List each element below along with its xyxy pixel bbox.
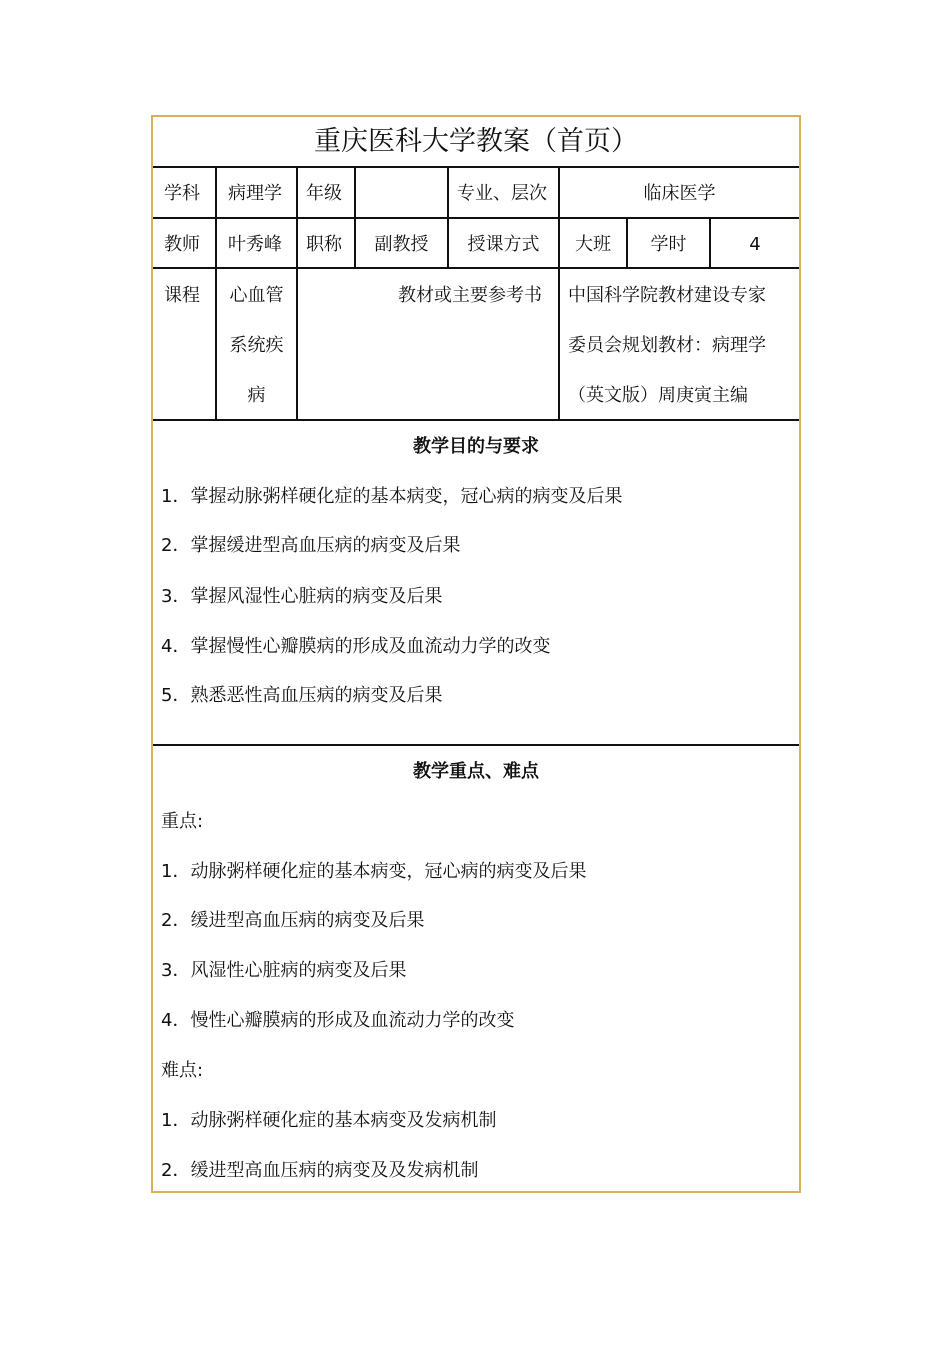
textbook-line: （英文版）周庚寅主编 xyxy=(568,385,748,406)
row-divider xyxy=(153,419,799,421)
row-divider xyxy=(153,267,799,269)
teacher-value: 叶秀峰 xyxy=(228,234,282,255)
textbook-line: 委员会规划教材：病理学 xyxy=(568,335,766,356)
row-divider xyxy=(153,217,799,219)
key-point-item: 1．动脉粥样硬化症的基本病变，冠心病的病变及后果 xyxy=(161,861,587,882)
key-points-label: 重点: xyxy=(161,811,204,832)
major-value: 临床医学 xyxy=(643,183,716,204)
objective-item: 2．掌握缓进型高血压病的病变及后果 xyxy=(161,535,461,556)
objectives-heading: 教学目的与要求 xyxy=(413,436,539,457)
rank-label: 职称 xyxy=(306,234,342,255)
difficult-points-label: 难点: xyxy=(161,1060,204,1081)
textbook-line: 中国科学院教材建设专家 xyxy=(568,285,766,306)
subject-label: 学科 xyxy=(164,183,200,204)
key-point-item: 4．慢性心瓣膜病的形成及血流动力学的改变 xyxy=(161,1010,515,1031)
difficult-point-item: 1．动脉粥样硬化症的基本病变及发病机制 xyxy=(161,1110,497,1131)
method-label: 授课方式 xyxy=(467,234,540,255)
course-value-line: 病 xyxy=(247,385,266,406)
course-value-line: 心血管 xyxy=(229,285,284,306)
teacher-label: 教师 xyxy=(164,234,200,255)
difficult-point-item: 2．缓进型高血压病的病变及及发病机制 xyxy=(161,1160,479,1181)
row-divider xyxy=(153,744,799,746)
method-value: 大班 xyxy=(575,234,611,255)
subject-value: 病理学 xyxy=(228,183,282,204)
objective-item: 5．熟悉恶性高血压病的病变及后果 xyxy=(161,685,443,706)
textbook-label: 教材或主要参考书 xyxy=(398,285,542,306)
page-title: 重庆医科大学教案（首页） xyxy=(314,126,638,157)
grade-label: 年级 xyxy=(306,183,342,204)
objective-item: 1．掌握动脉粥样硬化症的基本病变，冠心病的病变及后果 xyxy=(161,486,623,507)
objective-item: 4．掌握慢性心瓣膜病的形成及血流动力学的改变 xyxy=(161,636,551,657)
hours-label: 学时 xyxy=(650,234,687,255)
hours-value: 4 xyxy=(749,234,761,255)
key-point-item: 3．风湿性心脏病的病变及后果 xyxy=(161,960,407,981)
course-value-line: 系统疾 xyxy=(229,335,284,356)
focus-heading: 教学重点、难点 xyxy=(413,761,539,782)
key-point-item: 2．缓进型高血压病的病变及后果 xyxy=(161,910,425,931)
objective-item: 3．掌握风湿性心脏病的病变及后果 xyxy=(161,586,443,607)
major-label: 专业、层次 xyxy=(457,183,547,204)
rank-value: 副教授 xyxy=(374,234,429,255)
row-divider xyxy=(153,166,799,168)
course-label: 课程 xyxy=(164,285,200,306)
